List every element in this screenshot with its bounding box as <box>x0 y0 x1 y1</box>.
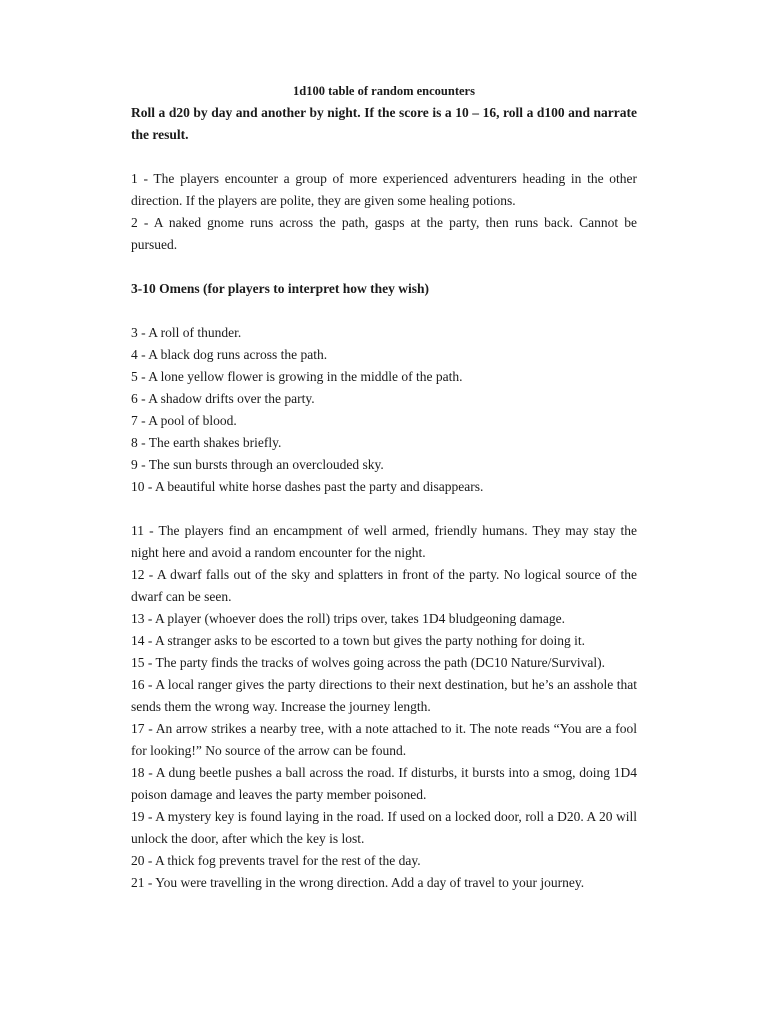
encounter-entry: 19 - A mystery key is found laying in the road. If used on a locked door, roll a D20. A 20 will unlock the door, after which the key is lost. <box>131 809 637 846</box>
omen-entry: 10 - A beautiful white horse dashes past the party and disappears. <box>131 479 484 494</box>
document-title: 1d100 table of random encounters <box>293 84 475 98</box>
omen-entry: 3 - A roll of thunder. <box>131 325 242 340</box>
encounter-entry: 20 - A thick fog prevents travel for the rest of the day. <box>131 853 421 868</box>
encounter-entry: 2 - A naked gnome runs across the path, gasps at the party, then runs back. Cannot be pursued. <box>131 215 637 252</box>
omen-entry: 4 - A black dog runs across the path. <box>131 347 328 362</box>
encounter-entry: 17 - An arrow strikes a nearby tree, with a note attached to it. The note reads “You are a fool for looking!” No source of the arrow can be found. <box>131 721 637 758</box>
omen-entry: 7 - A pool of blood. <box>131 413 237 428</box>
encounter-entry: 13 - A player (whoever does the roll) trips over, takes 1D4 bludgeoning damage. <box>131 611 565 626</box>
encounter-entry: 12 - A dwarf falls out of the sky and splatters in front of the party. No logical source of the dwarf can be seen. <box>131 567 637 604</box>
encounter-entry: 15 - The party finds the tracks of wolves going across the path (DC10 Nature/Survival). <box>131 655 606 670</box>
encounter-entry: 18 - A dung beetle pushes a ball across the road. If disturbs, it bursts into a smog, doing 1D4 poison damage and leaves the party member poisoned. <box>131 765 637 802</box>
spacer <box>131 146 637 168</box>
spacer <box>131 256 637 278</box>
omen-entry: 5 - A lone yellow flower is growing in the middle of the path. <box>131 369 463 384</box>
encounter-entry: 21 - You were travelling in the wrong direction. Add a day of travel to your journey. <box>131 875 585 890</box>
omens-heading: 3-10 Omens (for players to interpret how they wish) <box>131 281 429 296</box>
encounter-entry: 1 - The players encounter a group of more experienced adventurers heading in the other direction. If the players are polite, they are given some healing potions. <box>131 171 637 208</box>
spacer <box>131 300 637 322</box>
encounter-entry: 14 - A stranger asks to be escorted to a town but gives the party nothing for doing it. <box>131 633 586 648</box>
encounter-entry: 16 - A local ranger gives the party directions to their next destination, but he’s an asshole that sends them the wrong way. Increase the journey length. <box>131 677 637 714</box>
omen-entry: 9 - The sun bursts through an overclouded sky. <box>131 457 384 472</box>
omen-entry: 6 - A shadow drifts over the party. <box>131 391 315 406</box>
intro-paragraph: Roll a d20 by day and another by night. If the score is a 10 – 16, roll a d100 and narrate the result. <box>131 105 637 142</box>
document-page <box>131 80 637 894</box>
encounter-entry: 11 - The players find an encampment of well armed, friendly humans. They may stay the night here and avoid a random encounter for the night. <box>131 523 637 560</box>
spacer <box>131 498 637 520</box>
omen-entry: 8 - The earth shakes briefly. <box>131 435 282 450</box>
